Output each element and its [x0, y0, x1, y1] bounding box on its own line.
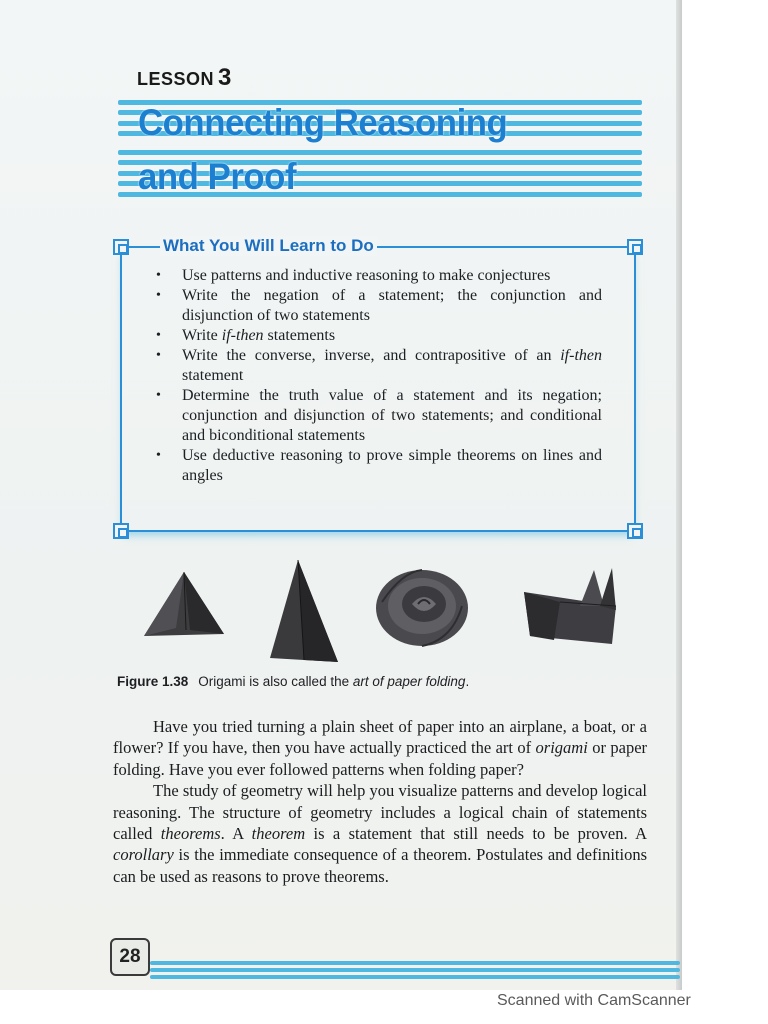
scanner-watermark: Scanned with CamScanner [497, 992, 691, 1009]
objective-text: Write if-then statements [182, 327, 336, 344]
body-text [113, 716, 647, 887]
title-line-2: and Proof [138, 156, 297, 197]
page-number: 28 [110, 938, 150, 976]
figure-caption [117, 674, 469, 689]
paper-boat-image [520, 566, 620, 650]
lesson-title [138, 96, 507, 204]
corner-ornament-icon [113, 523, 129, 539]
objective-item [152, 286, 602, 326]
corner-ornament-icon [113, 239, 129, 255]
paper-rose-image [372, 562, 472, 650]
objective-text: Write the converse, inverse, and contrapositive of an if-then statement [182, 347, 602, 384]
bullet-icon: • [156, 388, 161, 403]
objective-item [152, 326, 602, 346]
bullet-icon: • [156, 448, 161, 463]
footer-stripe [150, 968, 680, 972]
title-line-1: Connecting Reasoning [138, 102, 508, 143]
corner-ornament-icon [627, 239, 643, 255]
caption-text: Origami is also called the [198, 674, 353, 689]
lesson-number: 3 [218, 64, 232, 91]
bullet-icon: • [156, 328, 161, 343]
lesson-label [137, 64, 232, 92]
caption-italic: art of paper folding [352, 674, 466, 689]
corner-ornament-icon [627, 523, 643, 539]
origami-figure [140, 556, 640, 666]
lesson-word: LESSON [137, 69, 215, 89]
caption-suffix: . [465, 674, 470, 689]
objective-item [152, 346, 602, 386]
body-paragraph: Have you tried turning a plain sheet of paper into an airplane, a boat, or a flower? If you have, then you have actually practiced the art of origami or paper folding. Have you ever followed patterns when folding paper? [113, 717, 648, 779]
page-edge [676, 0, 682, 990]
bullet-icon: • [156, 268, 161, 283]
paper-cone-image [266, 558, 342, 664]
learning-objectives-heading: What You Will Learn to Do [160, 236, 377, 256]
body-paragraph: The study of geometry will help you visualize patterns and develop logical reasoning. The structure of geometry includes a logical chain of statements called theorems. A theorem is a statement that still needs to be proven. A corollary is the immediate consequence of a theorem. Postulates and definitions can be used as reasons to prove theorems. [113, 781, 647, 886]
footer-stripe [150, 961, 680, 965]
objective-item [152, 446, 602, 486]
learning-objectives-list [152, 266, 602, 486]
objective-text: Determine the truth value of a statement and its negation; conjunction and disjunction of two statements; and conditional and biconditional statements [182, 387, 602, 444]
footer-stripe [150, 975, 680, 979]
bullet-icon: • [156, 288, 161, 303]
objective-text: Use patterns and inductive reasoning to make conjectures [182, 267, 551, 284]
objective-text: Write the negation of a statement; the conjunction and disjunction of two statements [182, 287, 602, 324]
objective-item [152, 266, 602, 286]
objective-item [152, 386, 602, 446]
paper-airplane-image [140, 570, 230, 640]
bullet-icon: • [156, 348, 161, 363]
objective-text: Use deductive reasoning to prove simple theorems on lines and angles [182, 447, 602, 484]
figure-label: Figure 1.38 [117, 674, 189, 689]
